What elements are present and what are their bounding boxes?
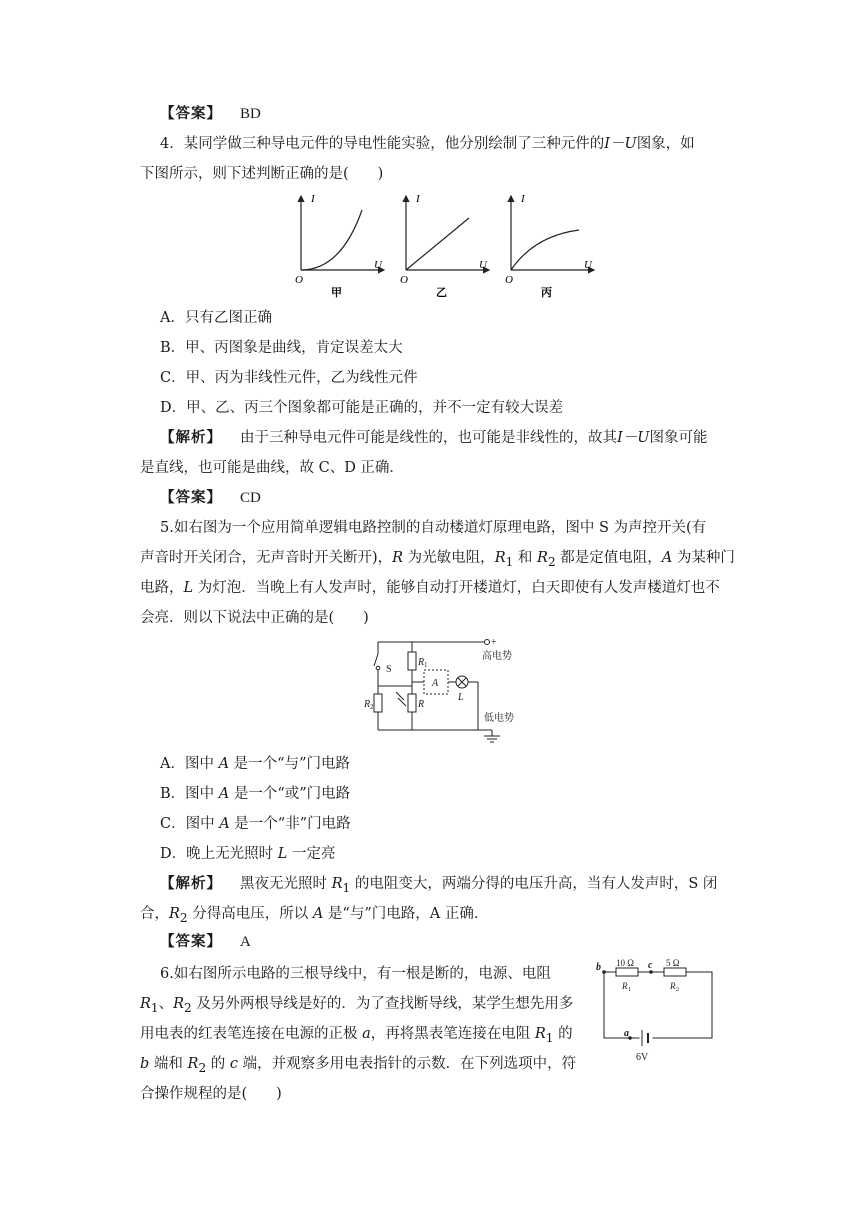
q5-option-a: A．图中 A 是一个“与”门电路	[160, 756, 351, 772]
svg-text:a: a	[624, 1028, 629, 1039]
graph-bing	[505, 193, 594, 299]
q4-stem-line1: 4．某同学做三种导电元件的导电性能实验，他分别绘制了三种元件的I－U图象，如	[160, 136, 695, 152]
q6-stem-line4: b 端和 $R_2$ 的 c 端，并观察多用电表指针的示数．在下列选项中，符	[140, 1056, 577, 1075]
q4-option-d: D．甲、乙、丙三个图象都可能是正确的，并不一定有较大误差	[160, 400, 564, 416]
svg-text:L: L	[458, 692, 464, 703]
curve-bing	[511, 230, 579, 270]
q5-analysis-line1: 【解析】 黑夜无光照时 $R_1$ 的电阻变大，两端分得的电压升高，当有人发声时，S 闭	[160, 876, 718, 895]
q4-answer: 【答案】 CD	[160, 490, 261, 506]
svg-text:S: S	[386, 664, 392, 675]
svg-text:O: O	[295, 274, 303, 286]
svg-text:低电势: 低电势	[484, 713, 514, 724]
series-circuit-diagram	[594, 958, 720, 1064]
q5-option-d: D．晚上无光照时 L 一定亮	[160, 846, 336, 862]
svg-text:+: +	[491, 637, 497, 648]
svg-text:6V: 6V	[636, 1052, 649, 1063]
q6-stem-line2: $R_1$、$R_2$ 及另外两根导线是好的．为了查找断导线，某学生想先用多	[140, 996, 574, 1015]
svg-text:R: R	[418, 699, 425, 710]
q4-option-c: C．甲、丙为非线性元件，乙为线性元件	[160, 370, 418, 386]
svg-text:A: A	[432, 678, 439, 689]
q4-stem-line2: 下图所示，则下述判断正确的是( )	[140, 166, 384, 182]
svg-text:甲: 甲	[331, 286, 342, 299]
q6-stem-line5: 合操作规程的是( )	[140, 1086, 282, 1102]
svg-text:O: O	[400, 274, 408, 286]
graph-yi	[400, 193, 489, 299]
svg-text:2: 2	[370, 703, 374, 711]
q5-analysis-line2: 合，$R_2$ 分得高电压，所以 A 是“与”门电路，A 正确．	[140, 906, 489, 925]
q6-stem-line3: 用电表的红表笔连接在电源的正极 a，再将黑表笔连接在电阻 $R_1$ 的	[140, 1026, 573, 1045]
iu-graphs	[286, 188, 606, 300]
svg-text:R: R	[622, 981, 628, 991]
q4-analysis-line1: 【解析】 由于三种导电元件可能是线性的，也可能是非线性的，故其I－U图象可能	[160, 430, 708, 446]
q4-option-a: A．只有乙图正确	[160, 310, 272, 326]
svg-text:R: R	[364, 699, 371, 710]
answer-tag: 【答案】	[160, 106, 222, 122]
q5-stem-line1: 5.如右图为一个应用简单逻辑电路控制的自动楼道灯原理电路，图中 S 为声控开关(有	[160, 520, 707, 536]
svg-text:R: R	[418, 657, 425, 668]
q5-answer: 【答案】 A	[160, 934, 251, 950]
svg-text:U: U	[479, 259, 487, 271]
svg-text:b: b	[596, 962, 601, 973]
logic-circuit-diagram	[360, 632, 540, 744]
svg-text:I: I	[311, 193, 315, 205]
svg-text:2: 2	[676, 987, 679, 993]
q6-stem-line1: 6.如右图所示电路的三根导线中，有一根是断的，电源、电阻	[160, 966, 551, 982]
svg-text:乙: 乙	[436, 286, 447, 299]
svg-text:I: I	[521, 193, 525, 205]
graph-jia	[295, 193, 384, 299]
svg-text:1: 1	[628, 987, 631, 993]
svg-text:U: U	[584, 259, 592, 271]
q5-stem-line4: 会亮．则以下说法中正确的是( )	[140, 610, 369, 626]
curve-jia	[301, 210, 362, 270]
svg-text:U: U	[374, 259, 382, 271]
svg-text:R: R	[670, 981, 676, 991]
q5-stem-line2: 声音时开关闭合，无声音时开关断开)，R 为光敏电阻，$R_1$ 和 $R_2$ 都是定值电阻，A 为某种门	[140, 550, 735, 569]
q5-option-b: B．图中 A 是一个“或”门电路	[160, 786, 351, 802]
q5-option-c: C．图中 A 是一个“非”门电路	[160, 816, 351, 832]
answer-value: BD	[240, 106, 261, 122]
svg-text:丙: 丙	[541, 286, 552, 299]
q4-option-b: B．甲、丙图象是曲线，肯定误差太大	[160, 340, 403, 356]
svg-text:1: 1	[424, 661, 428, 669]
q4-analysis-line2: 是直线，也可能是曲线，故 C、D 正确．	[140, 460, 404, 476]
q5-stem-line3: 电路，L 为灯泡．当晚上有人发声时，能够自动打开楼道灯，白天即使有人发声楼道灯也不	[140, 580, 720, 596]
svg-text:I: I	[416, 193, 420, 205]
svg-text:c: c	[648, 960, 653, 971]
svg-text:高电势: 高电势	[482, 651, 512, 662]
svg-text:10 Ω: 10 Ω	[616, 958, 634, 968]
q3-answer	[160, 104, 261, 124]
svg-text:5 Ω: 5 Ω	[666, 958, 680, 968]
svg-text:O: O	[505, 274, 513, 286]
line-yi	[406, 218, 469, 270]
